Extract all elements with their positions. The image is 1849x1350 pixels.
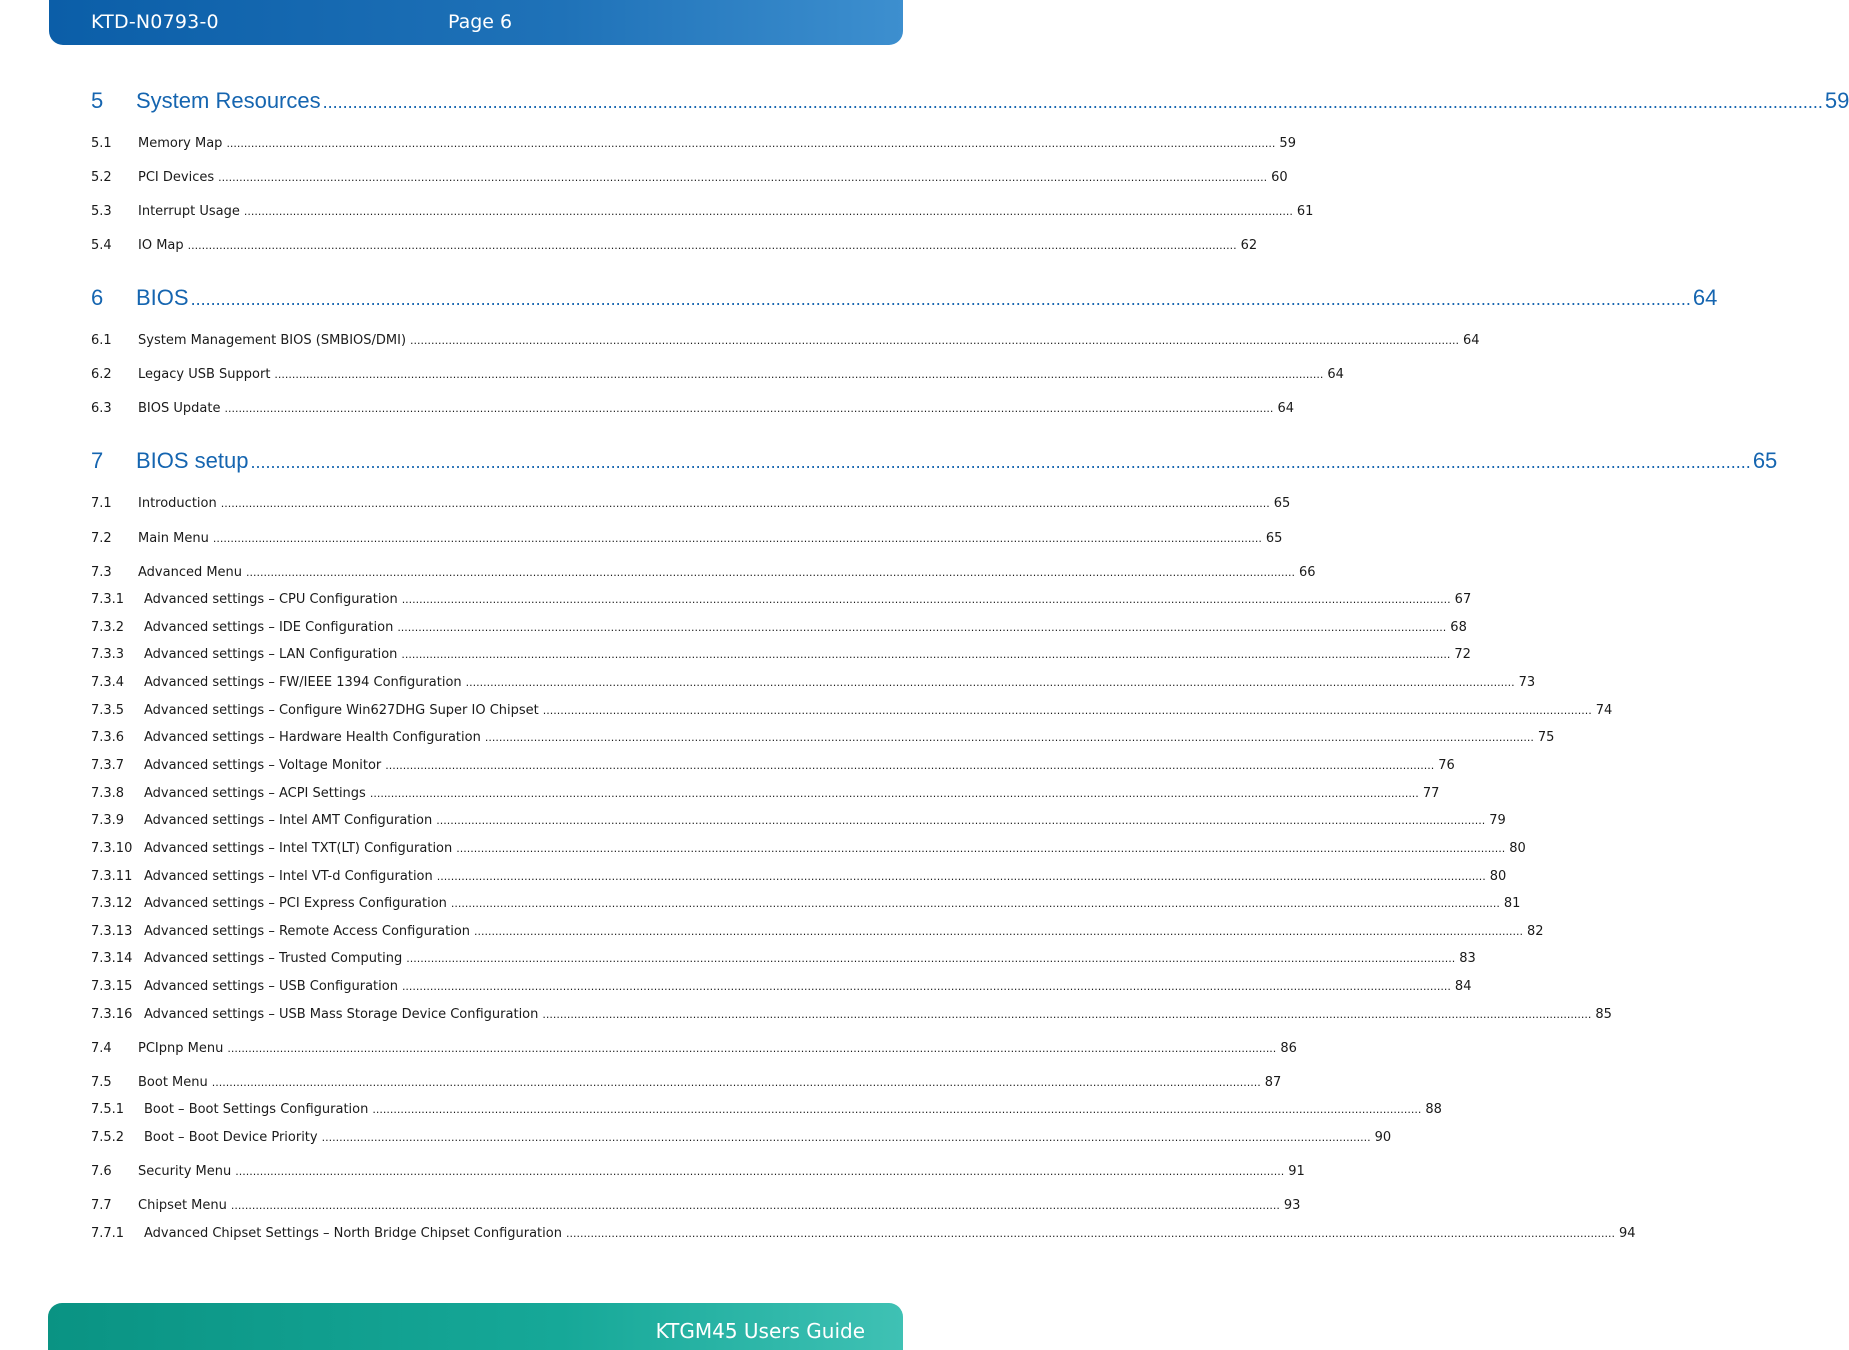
toc-entry-number: 7 <box>91 448 104 473</box>
toc-entry-number: 7.7.1 <box>91 1226 125 1241</box>
toc-entry-title: System Resources <box>136 88 321 113</box>
toc-entry-number: 7.3.15 <box>91 979 133 994</box>
toc-entry-7-3-2[interactable] <box>91 620 1467 635</box>
toc-entry-page: 65 <box>1273 496 1291 511</box>
dot-leader: ............................................................................................................................................................................................................................................................................................................ <box>190 289 1691 309</box>
toc-entry-page: 77 <box>1422 786 1440 801</box>
toc-entry-number: 5.2 <box>91 170 112 185</box>
toc-entry-7-3[interactable] <box>91 565 1316 580</box>
toc-entry-title: Introduction <box>138 496 217 511</box>
toc-entry-7-5[interactable] <box>91 1075 1282 1090</box>
toc-entry-page: 67 <box>1454 592 1472 607</box>
toc-entry-7-3-12[interactable] <box>91 896 1521 911</box>
toc-entry-title: System Management BIOS (SMBIOS/DMI) <box>138 333 407 348</box>
toc-entry-number: 5.1 <box>91 136 112 151</box>
dot-leader: ............................................................................................................................................................................................................................................................................................................ <box>484 731 1534 744</box>
toc-entry-page: 68 <box>1450 620 1467 635</box>
dot-leader: ............................................................................................................................................................................................................................................................................................................ <box>401 980 1451 993</box>
dot-leader: ............................................................................................................................................................................................................................................................................................................ <box>246 566 1296 579</box>
toc-entry-title: Advanced settings – LAN Configuration <box>144 647 398 662</box>
toc-entry-page: 80 <box>1489 869 1507 884</box>
toc-entry-number: 7.1 <box>91 496 112 511</box>
toc-entry-7-3-4[interactable] <box>91 675 1536 690</box>
dot-leader: ............................................................................................................................................................................................................................................................................................................ <box>372 1103 1422 1116</box>
toc-entry-page: 59 <box>1824 88 1849 113</box>
toc-entry-page: 73 <box>1518 675 1536 690</box>
toc-entry-title: Advanced Menu <box>138 565 243 580</box>
toc-entry-title: BIOS Update <box>138 401 221 416</box>
toc-entry-7[interactable] <box>91 448 1778 474</box>
toc-entry-5-3[interactable] <box>91 204 1314 219</box>
dot-leader: ............................................................................................................................................................................................................................................................................................................ <box>227 1042 1277 1055</box>
toc-entry-5-2[interactable] <box>91 170 1288 185</box>
toc-entry-7-3-3[interactable] <box>91 647 1471 662</box>
toc-entry-number: 7.3 <box>91 565 112 580</box>
toc-entry-title: Advanced settings – ACPI Settings <box>144 786 366 801</box>
toc-entry-6-2[interactable] <box>91 367 1344 382</box>
toc-entry-title: Advanced settings – USB Mass Storage Device Configuration <box>144 1007 539 1022</box>
toc-entry-title: BIOS <box>136 285 189 310</box>
footer-bar <box>48 1303 903 1350</box>
dot-leader: ............................................................................................................................................................................................................................................................................................................ <box>211 1076 1261 1089</box>
toc-entry-7-7[interactable] <box>91 1198 1301 1213</box>
toc-entry-number: 7.3.4 <box>91 675 125 690</box>
dot-leader: ............................................................................................................................................................................................................................................................................................................ <box>401 648 1451 661</box>
toc-entry-7-5-2[interactable] <box>91 1130 1392 1145</box>
dot-leader: ............................................................................................................................................................................................................................................................................................................ <box>224 402 1274 415</box>
toc-entry-title: IO Map <box>138 238 184 253</box>
toc-entry-page: 66 <box>1299 565 1316 580</box>
toc-entry-page: 59 <box>1279 136 1296 151</box>
toc-entry-page: 87 <box>1264 1075 1282 1090</box>
dot-leader: ............................................................................................................................................................................................................................................................................................................ <box>250 452 1751 472</box>
dot-leader: ............................................................................................................................................................................................................................................................................................................ <box>226 137 1276 150</box>
dot-leader: ............................................................................................................................................................................................................................................................................................................ <box>465 676 1515 689</box>
toc-entry-7-3-7[interactable] <box>91 758 1455 773</box>
dot-leader: ............................................................................................................................................................................................................................................................................................................ <box>401 593 1451 606</box>
toc-entry-title: Boot Menu <box>138 1075 208 1090</box>
toc-entry-number: 7.7 <box>91 1198 112 1213</box>
toc-entry-page: 76 <box>1438 758 1455 773</box>
toc-entry-title: Security Menu <box>138 1164 232 1179</box>
toc-entry-page: 79 <box>1489 813 1506 828</box>
toc-entry-number: 7.4 <box>91 1041 112 1056</box>
toc-entry-title: Advanced settings – FW/IEEE 1394 Configuration <box>144 675 462 690</box>
toc-entry-page: 88 <box>1425 1102 1442 1117</box>
toc-entry-title: Advanced Chipset Settings – North Bridge Chipset Configuration <box>144 1226 562 1241</box>
toc-entry-number: 7.3.3 <box>91 647 125 662</box>
toc-entry-7-3-11[interactable] <box>91 869 1507 884</box>
toc-entry-number: 6.3 <box>91 401 112 416</box>
toc-entry-7-3-5[interactable] <box>91 703 1613 718</box>
toc-entry-number: 7.3.11 <box>91 869 133 884</box>
toc-entry-5-1[interactable] <box>91 136 1296 151</box>
toc-entry-number: 7.5.1 <box>91 1102 125 1117</box>
toc-entry-number: 7.3.7 <box>91 758 125 773</box>
dot-leader: ............................................................................................................................................................................................................................................................................................................ <box>230 1199 1280 1212</box>
toc-entry-page: 75 <box>1537 730 1555 745</box>
dot-leader: ............................................................................................................................................................................................................................................................................................................ <box>436 870 1486 883</box>
toc-entry-page: 86 <box>1280 1041 1297 1056</box>
dot-leader: ............................................................................................................................................................................................................................................................................................................ <box>542 1008 1592 1021</box>
toc-entry-number: 5.4 <box>91 238 112 253</box>
toc-entry-number: 7.3.1 <box>91 592 125 607</box>
dot-leader: ............................................................................................................................................................................................................................................................................................................ <box>220 497 1270 510</box>
toc-entry-number: 6.2 <box>91 367 112 382</box>
toc-entry-page: 64 <box>1277 401 1294 416</box>
toc-entry-page: 64 <box>1463 333 1480 348</box>
toc-entry-page: 65 <box>1752 448 1778 473</box>
toc-entry-number: 7.5.2 <box>91 1130 125 1145</box>
toc-entry-number: 7.3.5 <box>91 703 125 718</box>
dot-leader: ............................................................................................................................................................................................................................................................................................................ <box>474 925 1524 938</box>
dot-leader: ............................................................................................................................................................................................................................................................................................................ <box>322 92 1823 112</box>
toc-entry-page: 64 <box>1327 367 1344 382</box>
toc-entry-title: Advanced settings – Hardware Health Configuration <box>144 730 481 745</box>
toc-entry-number: 7.3.12 <box>91 896 133 911</box>
dot-leader: ............................................................................................................................................................................................................................................................................................................ <box>436 814 1486 827</box>
toc-entry-number: 6 <box>91 285 104 310</box>
toc-entry-title: Memory Map <box>138 136 223 151</box>
toc-entry-title: Interrupt Usage <box>138 204 240 219</box>
dot-leader: ............................................................................................................................................................................................................................................................................................................ <box>243 205 1293 218</box>
toc-entry-page: 82 <box>1527 924 1544 939</box>
toc-entry-number: 5.3 <box>91 204 112 219</box>
toc-entry-page: 60 <box>1271 170 1288 185</box>
dot-leader: ............................................................................................................................................................................................................................................................................................................ <box>456 842 1506 855</box>
toc-entry-title: Advanced settings – USB Configuration <box>144 979 398 994</box>
toc-entry-7-3-1[interactable] <box>91 592 1472 607</box>
toc-entry-7-2[interactable] <box>91 531 1283 546</box>
toc-entry-title: PCI Devices <box>138 170 215 185</box>
toc-entry-title: Advanced settings – Intel AMT Configuration <box>144 813 433 828</box>
guide-title: KTGM45 Users Guide <box>655 1319 865 1343</box>
toc-entry-page: 72 <box>1454 647 1471 662</box>
toc-entry-page: 80 <box>1509 841 1526 856</box>
toc-entry-number: 7.3.16 <box>91 1007 133 1022</box>
toc-entry-page: 81 <box>1503 896 1521 911</box>
toc-entry-title: BIOS setup <box>136 448 249 473</box>
toc-entry-title: Advanced settings – Remote Access Configuration <box>144 924 471 939</box>
toc-entry-page: 90 <box>1374 1130 1392 1145</box>
toc-entry-number: 7.6 <box>91 1164 112 1179</box>
toc-entry-page: 61 <box>1296 204 1314 219</box>
dot-leader: ............................................................................................................................................................................................................................................................................................................ <box>187 239 1237 252</box>
toc-entry-title: Chipset Menu <box>138 1198 227 1213</box>
toc-entry-number: 7.3.8 <box>91 786 125 801</box>
toc-entry-number: 7.3.14 <box>91 951 133 966</box>
dot-leader: ............................................................................................................................................................................................................................................................................................................ <box>385 759 1435 772</box>
toc-entry-number: 7.3.10 <box>91 841 133 856</box>
toc-entry-5-4[interactable] <box>91 238 1258 253</box>
toc-entry-5[interactable] <box>91 88 1849 114</box>
toc-entry-number: 5 <box>91 88 104 113</box>
toc-entry-page: 85 <box>1595 1007 1612 1022</box>
toc-entry-6[interactable] <box>91 285 1718 311</box>
toc-entry-page: 93 <box>1283 1198 1301 1213</box>
toc-entry-6-1[interactable] <box>91 333 1480 348</box>
toc-entry-7-3-14[interactable] <box>91 951 1476 966</box>
toc-entry-number: 7.3.13 <box>91 924 133 939</box>
dot-leader: ............................................................................................................................................................................................................................................................................................................ <box>274 368 1324 381</box>
toc-entry-7-3-8[interactable] <box>91 786 1440 801</box>
dot-leader: ............................................................................................................................................................................................................................................................................................................ <box>410 334 1460 347</box>
dot-leader: ............................................................................................................................................................................................................................................................................................................ <box>218 171 1268 184</box>
toc-entry-title: Advanced settings – IDE Configuration <box>144 620 394 635</box>
toc-entry-7-4[interactable] <box>91 1041 1297 1056</box>
toc-entry-6-3[interactable] <box>91 401 1294 416</box>
dot-leader: ............................................................................................................................................................................................................................................................................................................ <box>397 621 1447 634</box>
dot-leader: ............................................................................................................................................................................................................................................................................................................ <box>565 1227 1615 1240</box>
toc-entry-title: Advanced settings – Intel VT-d Configuration <box>144 869 433 884</box>
dot-leader: ............................................................................................................................................................................................................................................................................................................ <box>406 952 1456 965</box>
toc-entry-page: 62 <box>1240 238 1258 253</box>
dot-leader: ............................................................................................................................................................................................................................................................................................................ <box>235 1165 1285 1178</box>
toc-entry-7-3-6[interactable] <box>91 730 1555 745</box>
toc-entry-7-3-13[interactable] <box>91 924 1544 939</box>
toc-entry-number: 7.3.6 <box>91 730 125 745</box>
toc-entry-7-3-10[interactable] <box>91 841 1526 856</box>
toc-entry-number: 7.3.9 <box>91 813 125 828</box>
toc-entry-page: 94 <box>1618 1226 1636 1241</box>
toc-entry-page: 74 <box>1595 703 1613 718</box>
toc-entry-number: 7.3.2 <box>91 620 125 635</box>
dot-leader: ............................................................................................................................................................................................................................................................................................................ <box>321 1131 1371 1144</box>
toc-entry-page: 84 <box>1454 979 1472 994</box>
page-number: Page 6 <box>448 11 513 33</box>
toc-entry-title: PCIpnp Menu <box>138 1041 224 1056</box>
toc-entry-number: 7.5 <box>91 1075 112 1090</box>
toc-entry-title: Advanced settings – Configure Win627DHG Super IO Chipset <box>144 703 539 718</box>
dot-leader: ............................................................................................................................................................................................................................................................................................................ <box>369 787 1419 800</box>
toc-entry-title: Legacy USB Support <box>138 367 271 382</box>
dot-leader: ............................................................................................................................................................................................................................................................................................................ <box>450 897 1500 910</box>
dot-leader: ............................................................................................................................................................................................................................................................................................................ <box>542 704 1592 717</box>
toc-entry-number: 7.2 <box>91 531 112 546</box>
toc-entry-title: Main Menu <box>138 531 209 546</box>
toc-entry-7-5-1[interactable] <box>91 1102 1442 1117</box>
toc-entry-7-3-9[interactable] <box>91 813 1506 828</box>
toc-entry-page: 83 <box>1459 951 1476 966</box>
toc-entry-title: Advanced settings – PCI Express Configuration <box>144 896 447 911</box>
toc-entry-number: 6.1 <box>91 333 112 348</box>
dot-leader: ............................................................................................................................................................................................................................................................................................................ <box>212 532 1262 545</box>
toc-entry-title: Advanced settings – Voltage Monitor <box>144 758 382 773</box>
toc-entry-7-6[interactable] <box>91 1164 1305 1179</box>
toc-entry-page: 64 <box>1692 285 1718 310</box>
toc-entry-7-3-15[interactable] <box>91 979 1472 994</box>
toc-entry-title: Boot – Boot Device Priority <box>144 1130 318 1145</box>
toc-entry-page: 91 <box>1288 1164 1305 1179</box>
toc-entry-page: 65 <box>1265 531 1283 546</box>
toc-entry-7-1[interactable] <box>91 496 1291 511</box>
toc-entry-title: Boot – Boot Settings Configuration <box>144 1102 369 1117</box>
toc-entry-title: Advanced settings – Trusted Computing <box>144 951 403 966</box>
toc-entry-7-7-1[interactable] <box>91 1226 1636 1241</box>
toc-entry-7-3-16[interactable] <box>91 1007 1612 1022</box>
toc-entry-title: Advanced settings – CPU Configuration <box>144 592 398 607</box>
toc-entry-title: Advanced settings – Intel TXT(LT) Configuration <box>144 841 453 856</box>
document-id: KTD-N0793-0 <box>91 11 219 33</box>
